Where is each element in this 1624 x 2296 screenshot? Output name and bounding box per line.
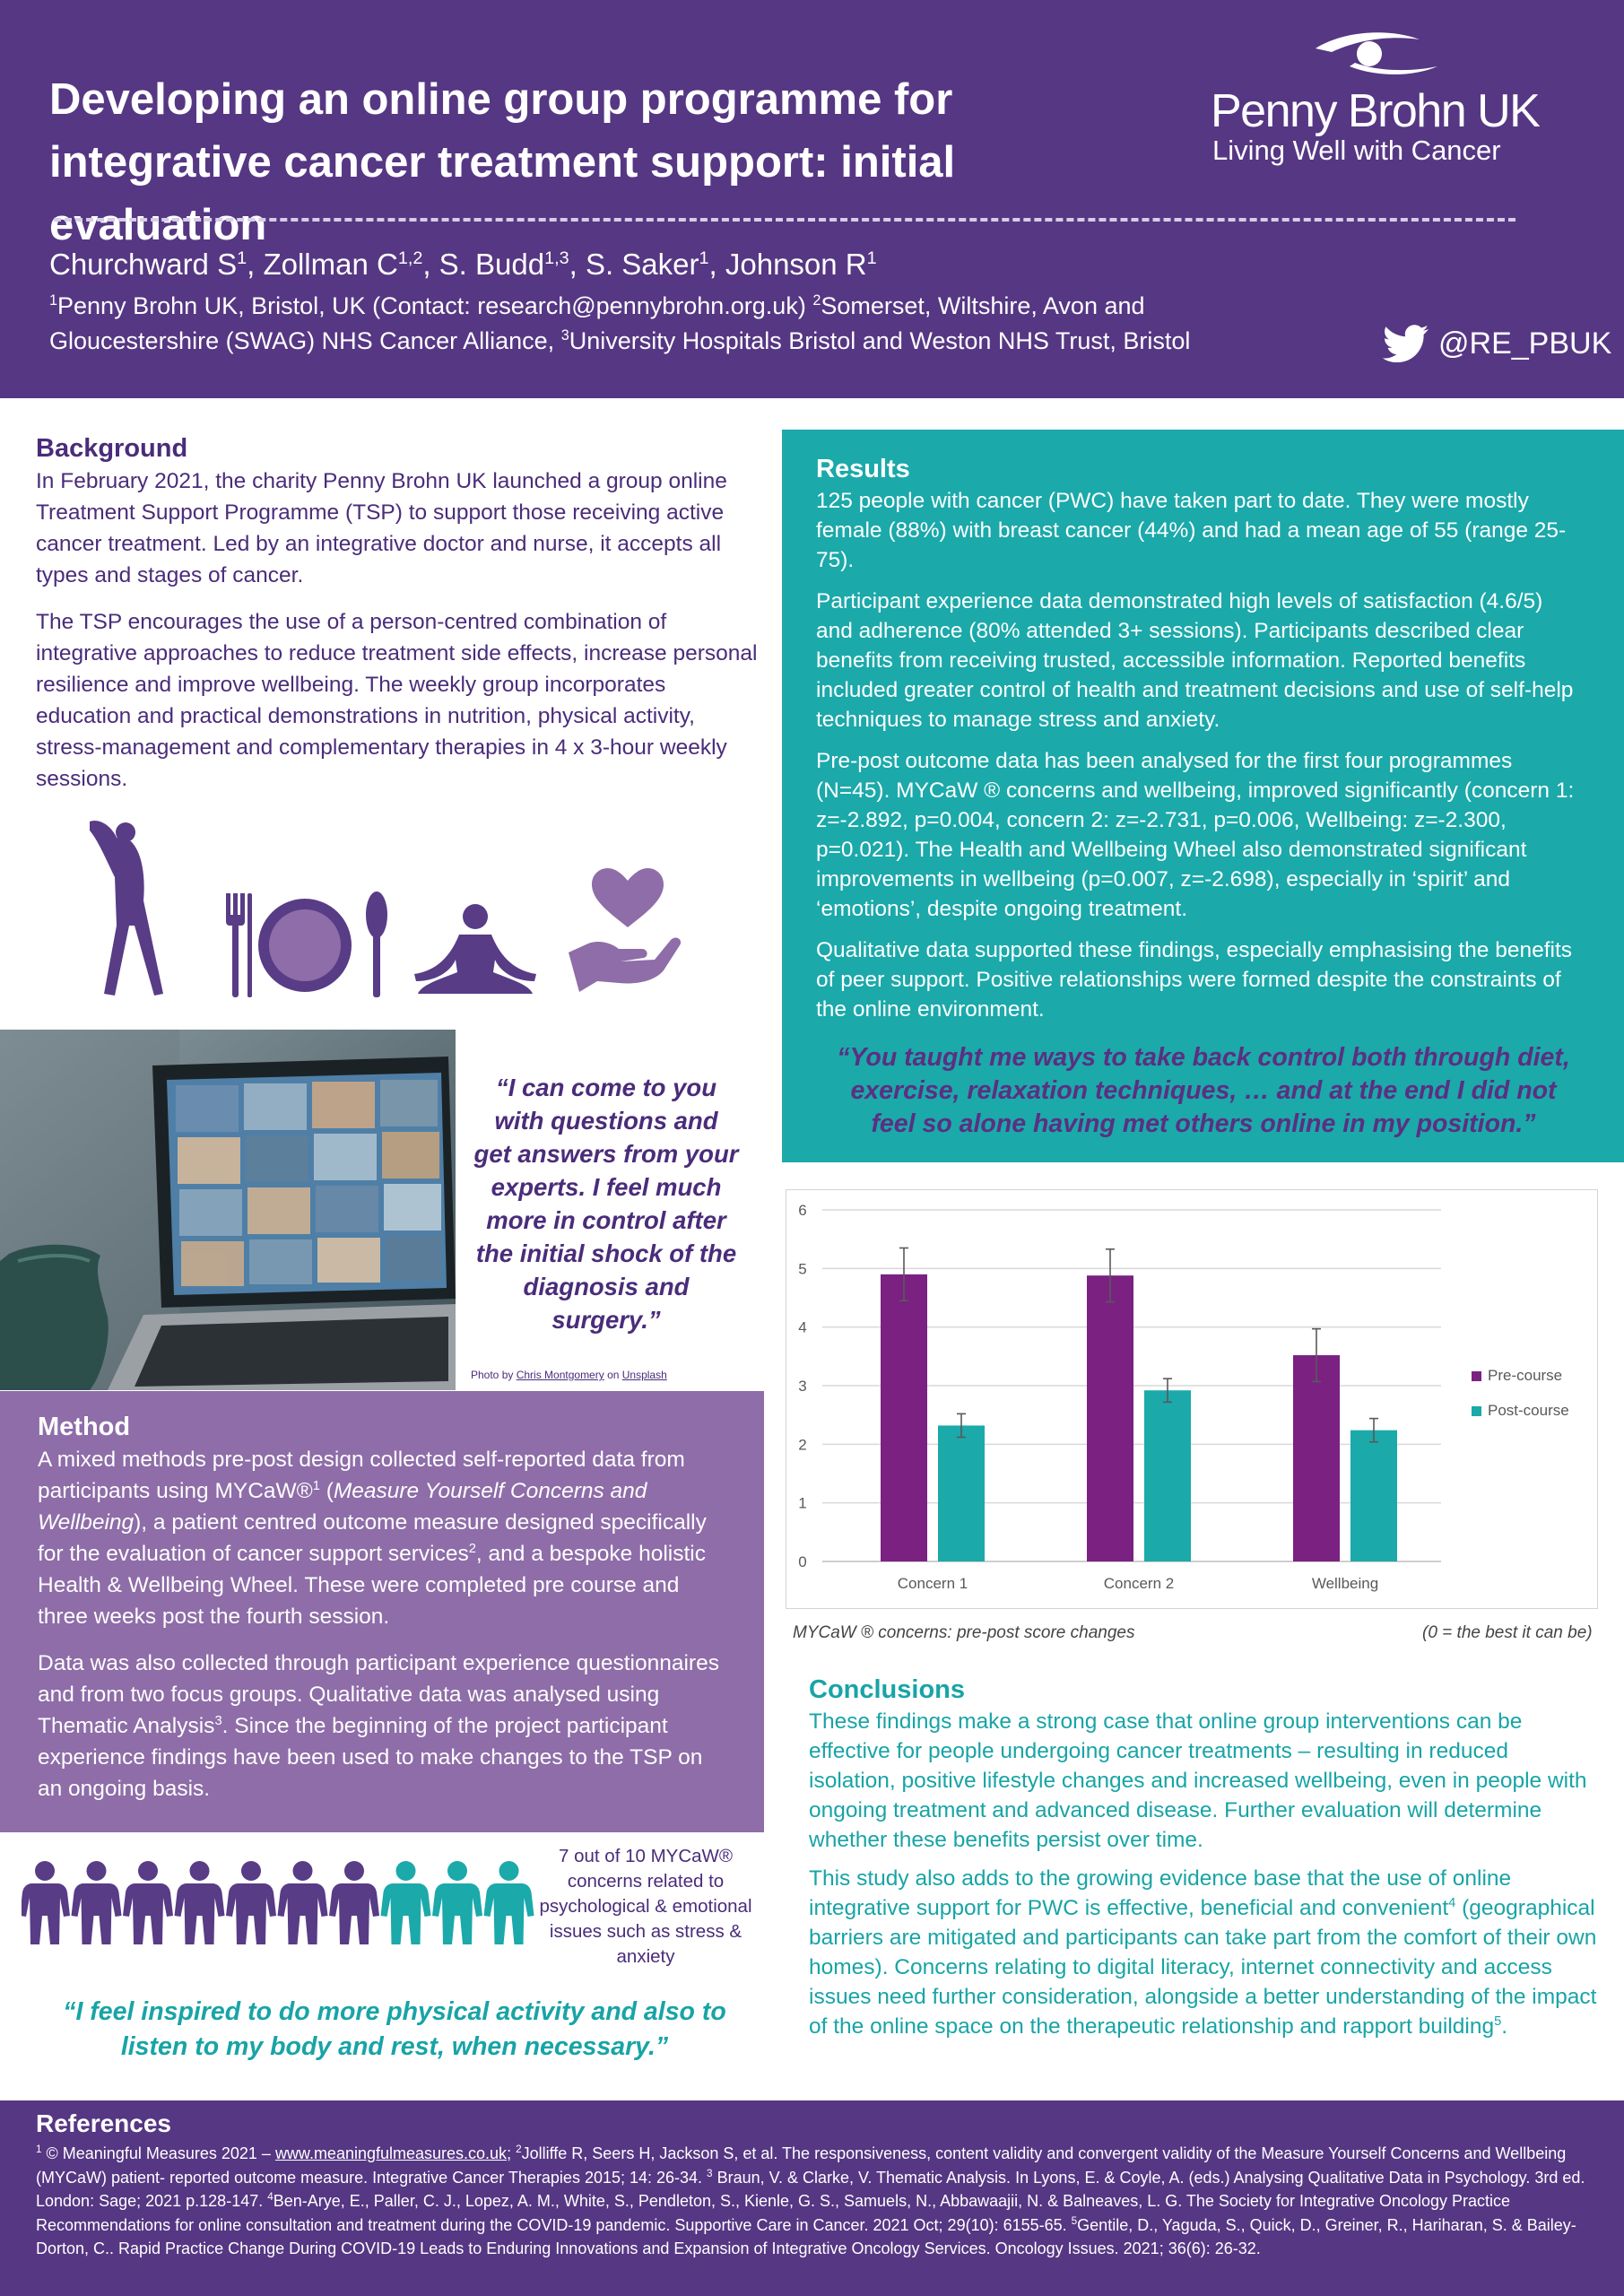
bar-post-course	[1350, 1431, 1397, 1561]
laptop-illustration	[0, 1030, 456, 1390]
method-section	[0, 1391, 764, 1832]
person-icon	[484, 1861, 534, 1944]
conclusions-heading: Conclusions	[809, 1675, 966, 1704]
references-heading: References	[36, 2109, 171, 2137]
penny-brohn-logo	[1211, 30, 1551, 174]
chart-note: (0 = the best it can be)	[1422, 1623, 1593, 1642]
author-affil-sup: 1,2	[397, 248, 423, 268]
y-tick-label: 5	[798, 1260, 807, 1278]
video-call-photo	[0, 1030, 456, 1390]
person-icon	[381, 1861, 431, 1944]
legend-label: Pre-course	[1488, 1367, 1563, 1384]
logo-swoosh-icon	[1314, 30, 1439, 83]
results-section	[782, 430, 1624, 1162]
author-affil-sup: 1	[699, 248, 709, 268]
people-graphic-caption: 7 out of 10 MYCaW® concerns related to psychological & emotional issues such as stress & anxiety	[539, 1846, 752, 1967]
author-list: Churchward $S^1$, Zollman C$^{1,2}$, S. Budd$^{1,3}$, S. Saker$^1$, Johnson $R^1$	[49, 248, 877, 281]
twitter-handle-text: @RE_PBUK	[1438, 326, 1612, 361]
x-tick-label: Concern 2	[1103, 1575, 1175, 1592]
results-paragraph-1: 125 people with cancer (PWC) have taken part to date. They were mostly female (88%) with breast cancer (44%) and had a mean age of 55 (range 25-75).	[816, 489, 1567, 572]
poster-header	[0, 0, 1624, 398]
bar-post-course	[938, 1425, 985, 1561]
results-heading: Results	[816, 455, 910, 483]
author: S. Budd	[439, 248, 545, 281]
conclusions-paragraph-1: These findings make a strong case that online group interventions can be effective for people undergoing cancer treatments – resulting in reduced isolation, positive lifestyle changes and increased wellbeing, even in people with ongoing treatment and advanced disease. Further evaluation will determine whether these benefits persist over time.	[809, 1709, 1587, 1852]
affiliations: $^1$Penny Brohn UK, Bristol, UK (Contact: research@pennybrohn.org.uk) $^2$Somerset, Wiltshire, Avon and Gloucestershire (SWAG) NHS Cancer Alliance, $^3$University Hospitals Bristol and Weston NHS Trust, Bristol	[49, 292, 1191, 354]
author: Zollman C	[263, 248, 398, 281]
photo-credit: Photo by Chris Montgomery on Unsplash	[471, 1369, 667, 1381]
author-affil-sup: 1	[237, 248, 248, 268]
person-icon	[432, 1861, 482, 1944]
participant-quote-3: “I feel inspired to do more physical activity and also to listen to my body and rest, when necessary.”	[63, 1997, 726, 2061]
person-icon	[329, 1861, 379, 1944]
poster-title: Developing an online group programme for integrative cancer treatment support: initial evaluation	[49, 75, 956, 249]
exercise-icon	[90, 821, 163, 996]
twitter-handle[interactable]	[1383, 325, 1611, 362]
participant-quote-2: “You taught me ways to take back control both through diet, exercise, relaxation techniques, … and at the end I did not feel so alone having met others online in my position.”	[837, 1043, 1570, 1138]
nutrition-icon	[226, 891, 387, 997]
legend-swatch	[1472, 1406, 1481, 1416]
people-graphic	[22, 1860, 542, 1946]
twitter-bird-icon	[1383, 325, 1429, 362]
y-tick-label: 2	[798, 1436, 807, 1454]
results-paragraph-4: Qualitative data supported these findings, especially emphasising the benefits of peer support. Positive relationships were formed despite the constraints of the online environment.	[816, 938, 1573, 1022]
bar-pre-course	[881, 1274, 927, 1561]
person-icon	[278, 1861, 328, 1944]
theme-icons	[90, 818, 682, 1006]
author: Churchward S	[49, 248, 238, 281]
author-affil-sup: 1,3	[544, 248, 569, 268]
references-text: $^1$ © Meaningful Measures 2021 – www.meaningfulmeasures.co.uk; $^2$Jolliffe R, Seers H, Jackson S, et al. The responsiveness, content validity and convergent validity of the Measure Yourself Concerns and Wellbeing (MYCaW) patient- reported outcome measure. Integrative Cancer Therapies 2015; 14: 26-34. $^3$ Braun, V. & Clarke, V. Thematic Analysis. In Lyons, E. & Coyle, A. (eds.) Analysing Qualitative Data in Psychology. 3rd ed. London: Sage; 2021 p.128-147. $^4$Ben-Arye, E., Paller, C. J., Lopez, A. M., White, S., Pendleton, S., Kienle, G. S., Samuels, N., Abbawaajii, N. & Balneaves, L. G. The Society for Integrative Oncology Practice Recommendations for online consultation and treatment during the COVID-19 pandemic. Supportive Care in Cancer. 2021 Oct; 29(10): 6155-65. $^5$Gentile, D., Yaguda, S., Quick, D., Greiner, R., Hariharan, S. & Bailey-Dorton, C.. Rapid Practice Change During COVID-19 Leads to Enduring Innovations and Expansion of Integrative Oncology Services. Oncology Issues. 2021; 36(6): 26-32.	[36, 2144, 1585, 2257]
header-divider	[54, 218, 1515, 222]
references-section	[0, 2100, 1624, 2296]
meditation-icon	[414, 904, 536, 994]
logo-name: Penny Brohn UK	[1211, 85, 1540, 137]
person-icon	[175, 1861, 225, 1944]
results-paragraph-2: Participant experience data demonstrated high levels of satisfaction (4.6/5) and adherence (80% attended 3+ sessions). Participants described clear benefits from receiving trusted, accessible information. Reported benefits included greater control of health and treatment decisions and use of self-help techniques to manage stress and anxiety.	[816, 589, 1574, 732]
results-paragraph-3: Pre-post outcome data has been analysed for the first four programmes (N=45). MYCaW ® concerns and wellbeing, improved significantly (concern 1: z=-2.892, p=0.004, concern 2: z=-2.731, p=0.006, Wellbeing: z=-2.300, p=0.021). The Health and Wellbeing Wheel also demonstrated significant improvements in wellbeing (p=0.007, z=-2.698), especially in ‘spirit’ and ‘emotions’, despite ongoing treatment.	[816, 749, 1575, 921]
person-icon	[22, 1861, 70, 1944]
y-tick-label: 4	[798, 1318, 807, 1336]
background-paragraph-2: The TSP encourages the use of a person-centred combination of integrative approaches to reduce treatment side effects, increase personal resilience and improve wellbeing. The weekly group incorporates education and practical demonstrations in nutrition, physical activity, stress-management and complementary therapies in 4 x 3-hour weekly sessions.	[36, 610, 758, 791]
bar-pre-course	[1293, 1355, 1340, 1561]
x-tick-label: Wellbeing	[1311, 1575, 1379, 1592]
person-icon	[226, 1861, 276, 1944]
logo-tagline: Living Well with Cancer	[1212, 135, 1501, 166]
bar-post-course	[1144, 1390, 1191, 1561]
background-paragraph-1: In February 2021, the charity Penny Brohn UK launched a group online Treatment Support Programme (TSP) to support those receiving active cancer treatment. Led by an integrative doctor and nurse, it accepts all types and stages of cancer.	[36, 469, 727, 587]
affiliation-2: Somerset, Wiltshire, Avon and Gloucestershire (SWAG) NHS Cancer Alliance,	[49, 292, 1145, 354]
conclusions-paragraph-2: This study also adds to the growing evidence base that the use of online integrative support for PWC is effective, beneficial and convenient$^4$ (geographical barriers are mitigated and participants can take part from the comfort of their own homes). Concerns relating to digital literacy, internet connectivity and access issues need further consideration, alongside a better understanding of the impact of the online space on the therapeutic relationship and rapport building$^5$.	[809, 1866, 1597, 2039]
background-heading: Background	[36, 434, 188, 463]
chart-canvas	[786, 1190, 1599, 1610]
affiliation-3: University Hospitals Bristol and Weston NHS Trust, Bristol	[569, 327, 1191, 354]
method-heading: Method	[38, 1413, 131, 1441]
y-tick-label: 3	[798, 1378, 807, 1395]
author-affil-sup: 1	[866, 248, 877, 268]
conclusions-section	[809, 1675, 1598, 2041]
meaningful-measures-link[interactable]: www.meaningfulmeasures.co.uk	[274, 2144, 508, 2162]
participant-quote-1: “I can come to you with questions and get answers from your experts. I feel much more in control after the initial shock of the diagnosis and surgery.”	[473, 1074, 739, 1334]
y-tick-label: 6	[798, 1202, 807, 1219]
unsplash-link[interactable]: Unsplash	[621, 1369, 667, 1381]
chart-caption: MYCaW ® concerns: pre-post score changes	[793, 1623, 1135, 1642]
y-tick-label: 0	[798, 1553, 807, 1570]
x-tick-label: Concern 1	[897, 1575, 968, 1592]
photographer-link[interactable]: Chris Montgomery	[516, 1369, 604, 1381]
person-icon	[72, 1861, 122, 1944]
affiliation-1: Penny Brohn UK, Bristol, UK (Contact: research@pennybrohn.org.uk)	[57, 292, 813, 319]
bar-pre-course	[1087, 1275, 1133, 1561]
y-tick-label: 1	[798, 1494, 807, 1512]
mycaw-bar-chart	[786, 1189, 1598, 1609]
heart-hand-icon	[569, 868, 681, 992]
method-paragraph-2: Data was also collected through participant experience questionnaires and from two focus groups. Qualitative data was analysed using Thematic Analysis$^3$. Since the beginning of the project participant experience findings have been used to make changes to the TSP on an ongoing basis.	[38, 1651, 719, 1801]
author: S. Saker	[585, 248, 699, 281]
method-paragraph-1: A mixed methods pre-post design collected self-reported data from participants using MYCaW®$^1$ (Measure Yourself Concerns and Wellbeing), a patient centred outcome measure designed specifically for the evaluation of cancer support services$^2$, and a bespoke holistic Health & Wellbeing Wheel. These were completed pre course and three weeks post the fourth session.	[38, 1448, 707, 1629]
author: Johnson R	[725, 248, 867, 281]
background-section	[36, 434, 764, 795]
legend-swatch	[1472, 1371, 1481, 1381]
legend-label: Post-course	[1488, 1402, 1569, 1419]
person-icon	[123, 1861, 173, 1944]
